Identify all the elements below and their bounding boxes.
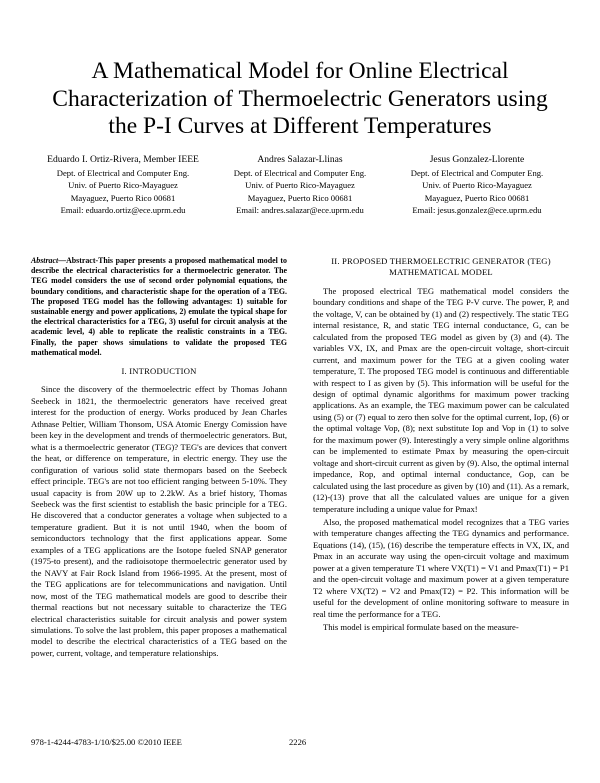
author-1-email: Email: eduardo.ortiz@ece.uprm.edu (60, 205, 186, 216)
section-2-paragraph-1: The proposed electrical TEG mathematical model considers the boundary conditions and shape of the TEG P-V curve. The power, P, and the voltage, V, can be obtained by (1) and (2) respectively. The static TEG internal resistance, R, and static TEG internal conductance, G, can be calculated from the proposed TEG model as given by (3) and (4). The variables VX, IX, and Pmax are the open-circuit voltage, short-circuit current, and maximum power for the TEG at a given cooling water temperature, T. The proposed TEG model is continuous and differentiable with respect to I as given by (5). This information will be useful for the design of optimal dynamic algorithms for maximum power tracking applications. As an example, the TEG maximum power can be calculated using (5) or (7) equal to zero then solve for the optimal current, Iop, (6) or the optimal voltage Vop, (8); next substitute Iop and Vop in (1) to solve for the maximum power (9). Interestingly a very simple online algorithms can be implemented to estimate Pmax by measuring the open-circuit voltage and short-circuit current as given by (9). Also, the optimal internal impedance, Rop, and optimal internal conductance, Gop, can be calculated using the last procedure as given by (10) and (11). As a remark, (12)-(13) prove that all the calculated values are unique for a given temperature including a unique value for Pmax! (313, 285, 569, 514)
author-2 (212, 154, 388, 217)
author-2-city: Mayaguez, Puerto Rico 00681 (247, 192, 353, 203)
section-1-paragraph: Since the discovery of the thermoelectric effect by Thomas Johann Seebeck in 1821, the thermoelectric generators have received great interest for the production of energy. Works produced by Jean Charles Athnase Peltier, William Thonsom, USA Atomic Energy Comission have been key in the development and trends of thermoelectric generators. But, what is a thermoelectric generator (TEG)? TEG's are devices that convert the heat, or difference on temperature, in electric energy. They use the configuration of various solid state thermopars based on the Seebeck effect principle. TEG's are not too efficient ranging between 5-10%. They usual capacity is from 20W up to 2.2kW. As a brief history, Thomas Seebeck was the first scientist to establish the basic principle for a TEG. He discovered that a conductor generates a voltage when subjected to a temperature gradient. But it is not until 1940, when the boom of semiconductors technology that the first applications appear. Some examples of a TEG applications are the Isotope fueled SNAP generator (1975-to present), and the radioisotope thermoelectric generator used by the NAVY at Fair Rock Island from 1966-1995. At the present, most of the TEG applications are for telecommunications and navigation. Until now, most of the TEG mathematical models are good to describe their thermal reactions but not necessary suitable to characterize the TEG electrical characteristics suitable for circuit analysis and power system simulations. To solve the last problem, this paper proposes a mathematical model to describe the electrical characteristics of a TEG based on the power, current, voltage, and temperature relationships. (31, 384, 287, 658)
author-1-name: Eduardo I. Ortiz-Rivera, Member IEEE (47, 154, 199, 165)
author-1-univ: Univ. of Puerto Rico-Mayaguez (68, 180, 178, 191)
author-2-name: Andres Salazar-Llinas (257, 154, 343, 165)
abstract (31, 256, 287, 358)
author-3 (389, 154, 565, 217)
section-1-heading: I. INTRODUCTION (121, 366, 197, 377)
left-column (31, 256, 287, 659)
author-1-city: Mayaguez, Puerto Rico 00681 (70, 192, 176, 203)
abstract-lead: Abstract (31, 256, 59, 265)
paper-title: A Mathematical Model for Online Electrical Characterization of Thermoelectric Generators using the P-I Curves at Different Temperatures (52, 58, 548, 139)
author-3-dept: Dept. of Electrical and Computer Eng. (410, 167, 544, 178)
right-column (313, 256, 569, 636)
author-2-univ: Univ. of Puerto Rico-Mayaguez (245, 180, 355, 191)
author-3-name: Jesus Gonzalez-Llorente (429, 154, 525, 165)
author-3-email: Email: jesus.gonzalez@ece.uprm.edu (412, 205, 542, 216)
abstract-text: —Abstract-This paper presents a proposed mathematical model to describe the electrical characteristics for a thermoelectric generator. The TEG model considers the use of second order polynomial equations, the boundary conditions, and characteristic shape for the operation of a TEG. The proposed TEG model has the following advantages: 1) suitable for sustainable energy and power applications, 2) emulate the typical shape for the electrical characteristics for a TEG, 3) useful for circuit analysis at the academic level, 4) able to replicate the realistic constraints in a TEG. Finally, the paper shows simulations to validate the proposed TEG mathematical model. (31, 256, 287, 357)
author-1-dept: Dept. of Electrical and Computer Eng. (56, 167, 190, 178)
author-2-email: Email: andres.salazar@ece.uprm.edu (236, 205, 364, 216)
author-1 (35, 154, 211, 217)
section-2-paragraph-2: Also, the proposed mathematical model recognizes that a TEG varies with temperature changes affecting the TEG dynamics and performance. Equations (14), (15), (16) describe the temperature effects in VX, IX, and Pmax in an accurate way using the open-circuit voltage and maximum power at a given temperature T1 where VX(T1) = V1 and Pmax(T1) = P1 and the open-circuit voltage and maximum power at a given temperature T2 where VX(T2) = V2 and Pmax(T2) = P2. This information will be useful for the development of online monitoring software to measure in real time the performance for a TEG. (313, 516, 569, 619)
page-number: 2226 (289, 737, 307, 747)
section-2-heading: II. PROPOSED THERMOELECTRIC GENERATOR (TEG) MATHEMATICAL MODEL (331, 256, 551, 278)
author-2-dept: Dept. of Electrical and Computer Eng. (233, 167, 367, 178)
section-2-paragraph-3: This model is empirical formulate based on the measure- (323, 622, 519, 633)
author-block (35, 154, 565, 217)
author-3-city: Mayaguez, Puerto Rico 00681 (424, 192, 530, 203)
author-3-univ: Univ. of Puerto Rico-Mayaguez (422, 180, 532, 191)
copyright-footer: 978-1-4244-4783-1/10/$25.00 ©2010 IEEE (31, 737, 182, 747)
